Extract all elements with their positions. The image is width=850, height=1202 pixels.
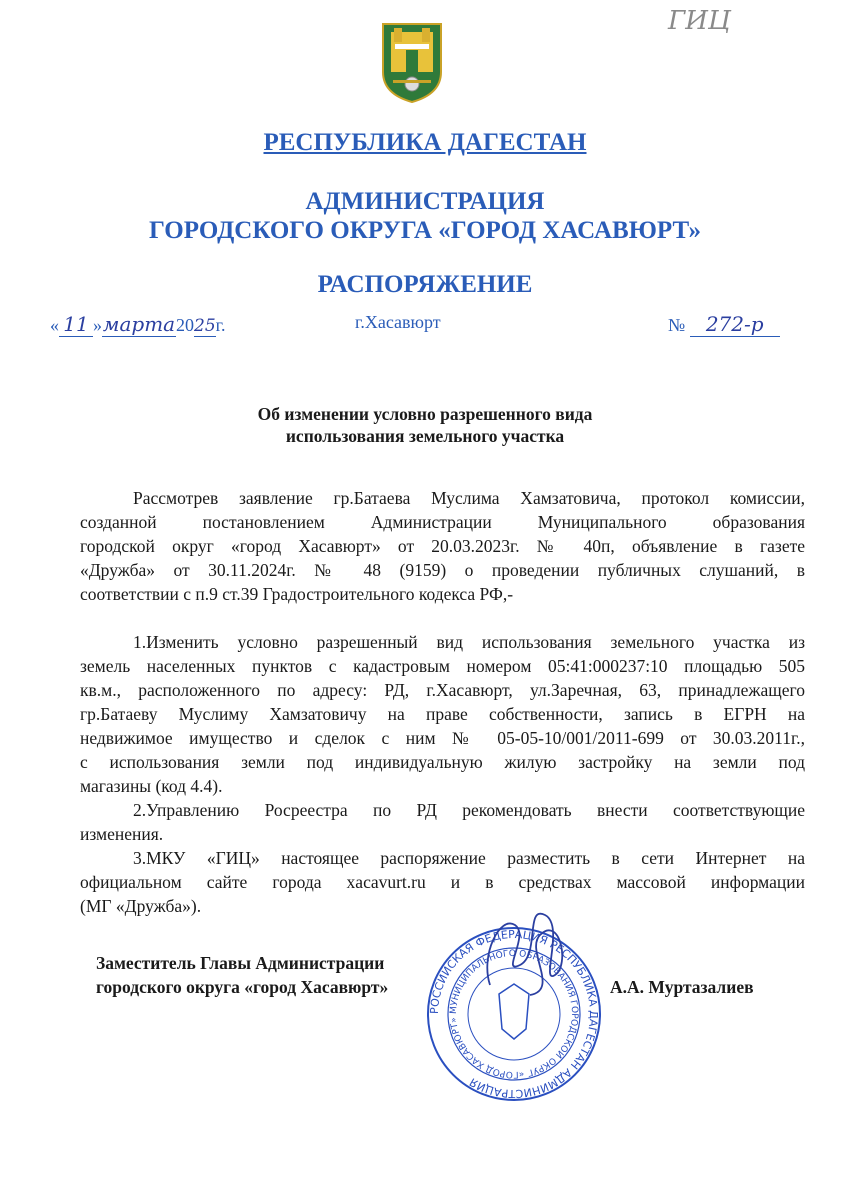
date-year-prefix: 20	[176, 315, 194, 335]
text-line: соответствии с п.9 ст.39 Градостроительного кодекса РФ,-	[80, 584, 514, 604]
position-line: городского округа «город Хасавюрт»	[96, 977, 389, 997]
handwritten-note: ГИЦ	[668, 6, 731, 36]
administration-heading: АДМИНИСТРАЦИЯ	[305, 188, 545, 215]
document-number	[668, 312, 780, 337]
date-quote-open: «	[50, 315, 59, 335]
text-line: 1.Изменить условно разрешенный вид использования земельного участка из	[133, 632, 805, 652]
date-quote-close: »	[93, 315, 102, 335]
number-value: 272-р	[690, 312, 780, 337]
document-title	[0, 403, 850, 447]
document-type: РАСПОРЯЖЕНИЕ	[317, 271, 533, 298]
document-date	[50, 312, 226, 337]
date-month: марта	[102, 312, 176, 336]
signatory-position	[96, 951, 388, 999]
text-line: созданной постановлением Администрации Муниципального образования	[80, 512, 805, 532]
title-line: Об изменении условно разрешенного вида	[257, 404, 593, 424]
text-line: недвижимое имущество и сделок с ним № 05-05-10/001/2011-699 от 30.03.2011г.,	[80, 728, 805, 748]
text-line: 2.Управлению Росреестра по РД рекомендовать внести соответствующие	[133, 800, 805, 820]
signatory-name: А.А. Муртазалиев	[610, 977, 754, 997]
coat-of-arms-emblem	[381, 22, 443, 104]
text-line: изменения.	[80, 824, 164, 844]
document-city: г.Хасавюрт	[355, 312, 441, 332]
position-line: Заместитель Главы Администрации	[96, 953, 385, 973]
text-line: гр.Батаеву Муслиму Хамзатовичу на праве собственности, запись в ЕГРН на	[80, 704, 805, 724]
text-line: земель населенных пунктов с кадастровым номером 05:41:000237:10 площадью 505	[80, 656, 805, 676]
text-line: «Дружба» от 30.11.2024г. № 48 (9159) о проведении публичных слушаний, в	[80, 560, 805, 580]
stamp-outer-text: РОССИЙСКАЯ ФЕДЕРАЦИЯ РЕСПУБЛИКА ДАГЕСТАН АДМИНИСТРАЦИЯ	[427, 927, 601, 1101]
text-line: с использования земли под индивидуальную жилую застройку на земли под	[80, 752, 805, 772]
number-label: №	[668, 315, 686, 335]
date-year-suffix: 25	[194, 316, 216, 336]
administration-subheading: ГОРОДСКОГО ОКРУГА «ГОРОД ХАСАВЮРТ»	[149, 217, 701, 244]
text-line: официальном сайте города xacavurt.ru и в средствах массовой информации	[80, 872, 805, 892]
text-line: Рассмотрев заявление гр.Батаева Муслима Хамзатовича, протокол комиссии,	[133, 488, 805, 508]
text-line: (МГ «Дружба»).	[80, 896, 202, 916]
handwritten-signature	[470, 895, 580, 1005]
text-line: городской округ «город Хасавюрт» от 20.03.2023г. № 40п, объявление в газете	[80, 536, 805, 556]
title-line: использования земельного участка	[285, 426, 565, 446]
text-line: кв.м., расположенного по адресу: РД, г.Хасавюрт, ул.Заречная, 63, принадлежащего	[80, 680, 805, 700]
text-line: магазины (код 4.4).	[80, 776, 223, 796]
stamp-inner-text: МУНИЦИПАЛЬНОГО ОБРАЗОВАНИЯ ГОРОДСКОЙ ОКРУГ «ГОРОД ХАСАВЮРТ»	[448, 948, 580, 1080]
republic-heading: РЕСПУБЛИКА ДАГЕСТАН	[263, 129, 587, 156]
date-day: 11	[59, 312, 93, 337]
text-line: 3.МКУ «ГИЦ» настоящее распоряжение разместить в сети Интернет на	[133, 848, 805, 868]
date-year-g: г.	[215, 315, 226, 335]
